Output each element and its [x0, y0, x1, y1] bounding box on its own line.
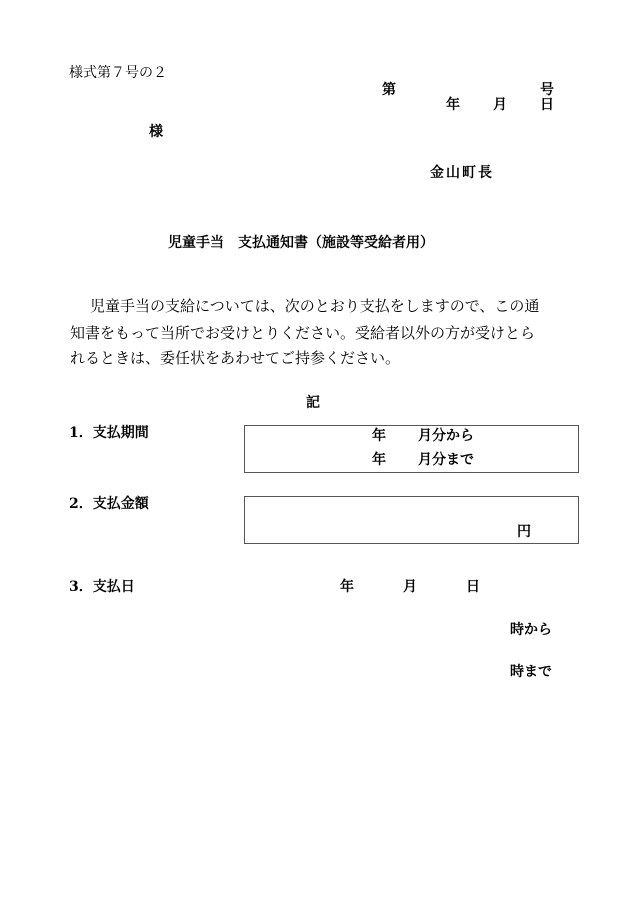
form-number: 様式第７号の２	[69, 65, 167, 81]
payment-date-month: 月	[403, 579, 417, 595]
doc-ref-go: 号	[540, 82, 554, 98]
ki-heading: 記	[306, 395, 320, 411]
payment-time-from: 時から	[510, 622, 552, 638]
period-label: 1．支払期間	[69, 425, 149, 441]
date-header-month: 月	[493, 97, 507, 113]
amount-label: 2．支払金額	[69, 496, 149, 512]
payment-date-day: 日	[466, 579, 480, 595]
period-from-text: 月分から	[418, 428, 474, 444]
period-to-year: 年	[372, 452, 386, 468]
payment-date-year: 年	[340, 579, 354, 595]
doc-ref-dai: 第	[382, 82, 396, 98]
body-line-2: 知書をもって当所でお受けとりください。受給者以外の方が受けとら	[70, 324, 536, 342]
period-from-year: 年	[372, 428, 386, 444]
addressee-sama: 様	[149, 124, 163, 140]
payment-time-to: 時まで	[510, 664, 552, 680]
payment-date-label: 3．支払日	[69, 579, 135, 595]
issuer: 金山町長	[430, 165, 494, 181]
date-header-day: 日	[540, 97, 554, 113]
body-line-1: 児童手当の支給については、次のとおり支払をしますので、この通	[90, 297, 540, 315]
date-header-year: 年	[446, 97, 460, 113]
period-to-text: 月分まで	[418, 452, 474, 468]
period-box	[244, 425, 579, 473]
body-line-3: れるときは、委任状をあわせてご持参ください。	[70, 349, 401, 367]
amount-yen: 円	[517, 524, 531, 540]
document-title: 児童手当 支払通知書（施設等受給者用）	[168, 235, 434, 251]
